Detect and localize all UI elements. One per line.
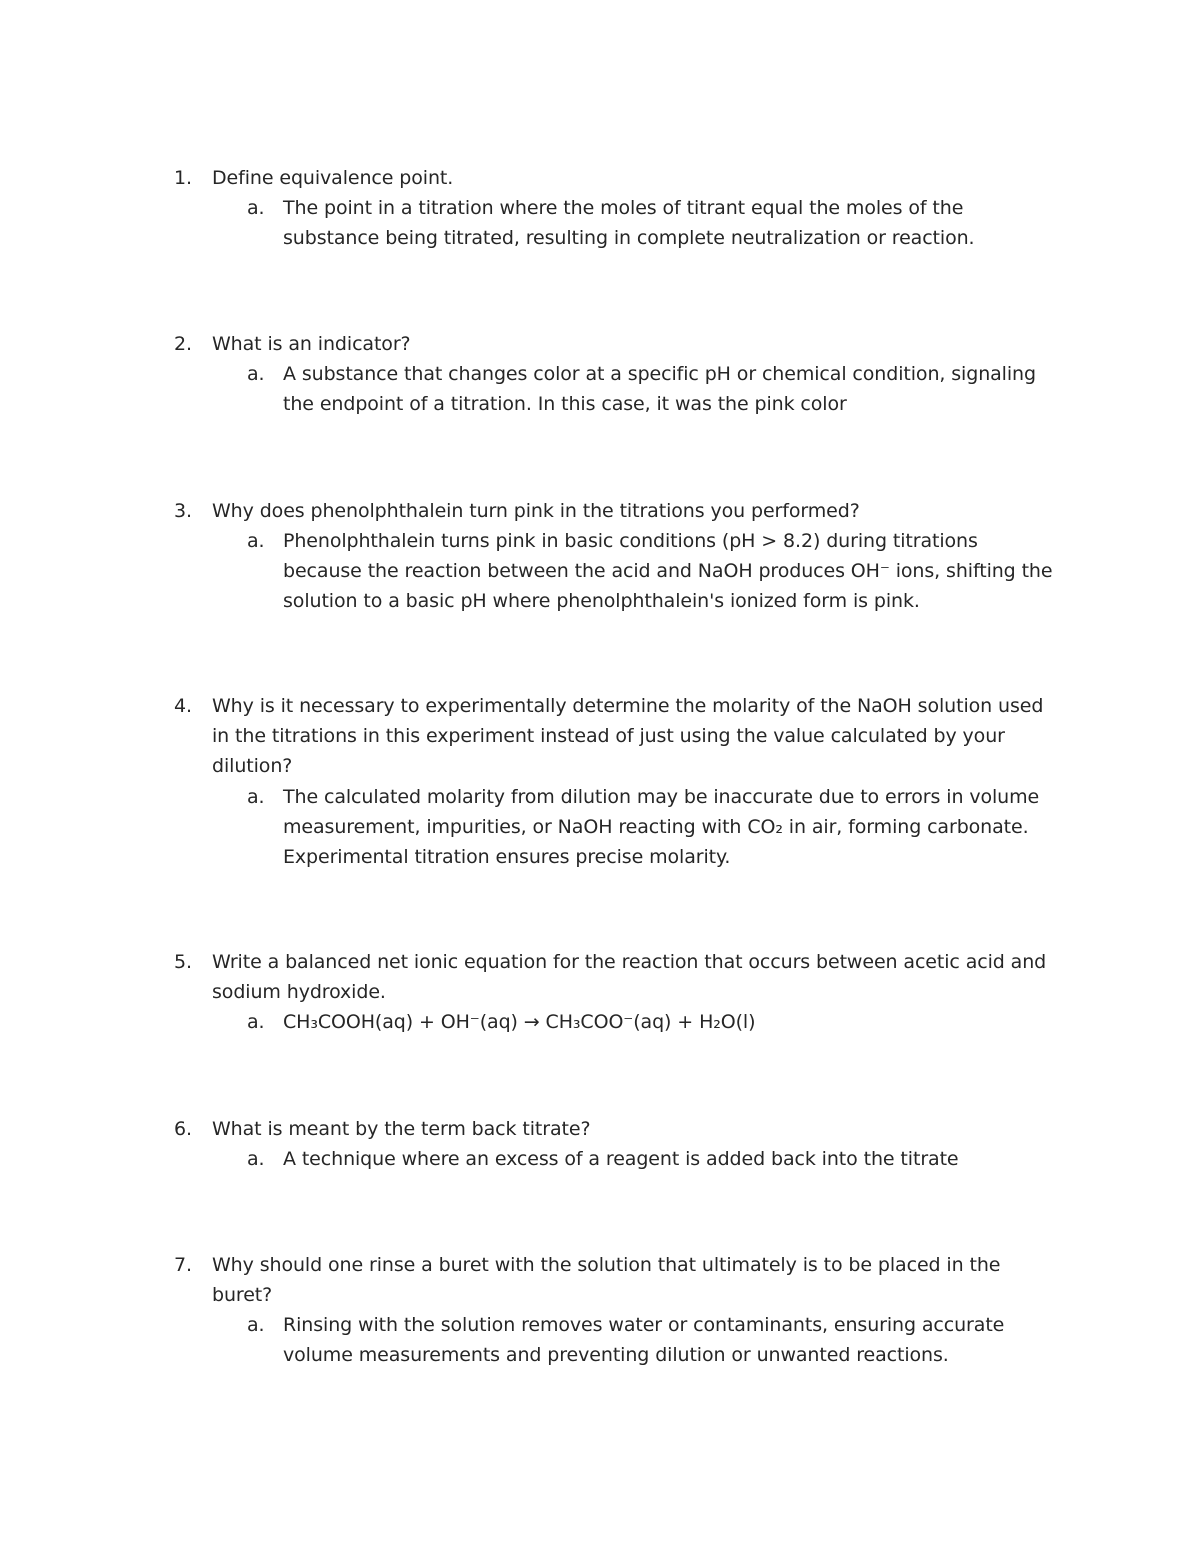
question-number: 4. [174, 695, 192, 717]
answer-text: The calculated molarity from dilution may be inaccurate due to errors in volume [283, 786, 1040, 808]
question-number: 2. [174, 333, 192, 355]
answer-text: A substance that changes color at a specific pH or chemical condition, signaling [283, 363, 1036, 385]
answer-text: measurement, impurities, or NaOH reacting with CO₂ in air, forming carbonate. [283, 816, 1029, 838]
answer-text: the endpoint of a titration. In this case, it was the pink color [283, 393, 847, 415]
question-number: 5. [174, 951, 192, 973]
answer-text: substance being titrated, resulting in complete neutralization or reaction. [283, 227, 975, 249]
question-text: sodium hydroxide. [212, 981, 386, 1003]
answer-marker: a. [247, 197, 265, 219]
answer-marker: a. [247, 1011, 265, 1033]
answer-marker: a. [247, 363, 265, 385]
question-number: 3. [174, 500, 192, 522]
answer-text: Experimental titration ensures precise molarity. [283, 846, 731, 868]
question-number: 1. [174, 167, 192, 189]
question-text: What is meant by the term back titrate? [212, 1118, 591, 1140]
answer-text: A technique where an excess of a reagent is added back into the titrate [283, 1148, 959, 1170]
answer-text: Phenolphthalein turns pink in basic conditions (pH > 8.2) during titrations [283, 530, 978, 552]
answer-marker: a. [247, 530, 265, 552]
answer-marker: a. [247, 1148, 265, 1170]
answer-marker: a. [247, 786, 265, 808]
answer-text: Rinsing with the solution removes water or contaminants, ensuring accurate [283, 1314, 1005, 1336]
question-text: Why should one rinse a buret with the solution that ultimately is to be placed in the [212, 1254, 1001, 1276]
question-number: 6. [174, 1118, 192, 1140]
question-number: 7. [174, 1254, 192, 1276]
question-text: Define equivalence point. [212, 167, 454, 189]
question-text: What is an indicator? [212, 333, 411, 355]
answer-text: volume measurements and preventing dilution or unwanted reactions. [283, 1344, 949, 1366]
answer-equation: CH₃COOH(aq) + OH⁻(aq) → CH₃COO⁻(aq) + H₂O(l) [283, 1011, 756, 1033]
answer-marker: a. [247, 1314, 265, 1336]
question-text: in the titrations in this experiment instead of just using the value calculated by your [212, 725, 1005, 747]
question-text: dilution? [212, 755, 293, 777]
question-text: Why is it necessary to experimentally determine the molarity of the NaOH solution used [212, 695, 1044, 717]
answer-text: because the reaction between the acid and NaOH produces OH⁻ ions, shifting the [283, 560, 1053, 582]
answer-text: solution to a basic pH where phenolphthalein's ionized form is pink. [283, 590, 920, 612]
question-text: Why does phenolphthalein turn pink in the titrations you performed? [212, 500, 860, 522]
question-text: buret? [212, 1284, 273, 1306]
question-text: Write a balanced net ionic equation for the reaction that occurs between acetic acid and [212, 951, 1047, 973]
answer-text: The point in a titration where the moles of titrant equal the moles of the [283, 197, 964, 219]
